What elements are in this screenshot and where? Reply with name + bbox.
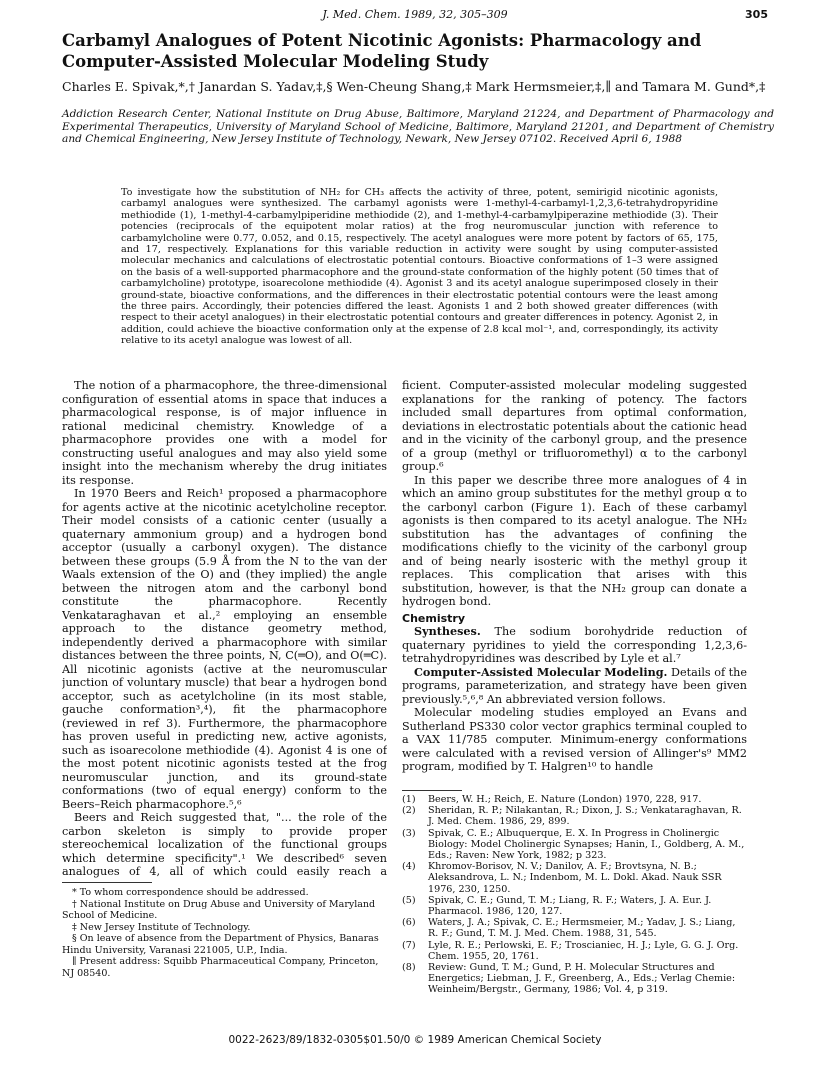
body-paragraph: In 1970 Beers and Reich¹ proposed a pharmacophore for agents active at the nicotinic acetylcholine receptor. Their model consists of a cationic center (usually a quaternary ammonium group) and a hydrogen bond acceptor (usually a carbonyl oxygen). The distance between these groups (5.9 Å from the N to the van der Waals extension of the O) and (they implied) the angle between the nitrogen atom and the carbonyl bond constitute the pharmacophore. Recently Venkataraghavan et al.,² employing an ensemble approach to the distance geometry method, independently derived a pharmacophore with similar distances between the three points, N, C(═O), and O(═C). All nicotinic agonists (active at the neuromuscular junction of voluntary muscle) that bear a hydrogen bond acceptor, such as acetylcholine (in its most stable, gauche conformation³,⁴), fit the pharmacophore (reviewed in ref 3). Furthermore, the pharmacophore has proven useful in predicting new, active agonists, such as isoarecolone methiodide (4). Agonist 4 is one of the most potent nicotinic agonists tested at the frog neuromuscular junction, and its ground-state conformations (two of equal energy) conform to the Beers–Reich pharmacophore.⁵,⁶ [62, 487, 387, 811]
body-paragraph: Beers and Reich suggested that, "... the role of the carbon skeleton is simply to provide proper stereochemical localization of the functional groups which determine specificity".¹ We described⁶ seven analogues of 4, all of which could easily reach a [62, 811, 387, 878]
footnote: § On leave of absence from the Department of Physics, Banaras Hindu University, Varanasi 221005, U.P., India. [62, 933, 379, 956]
reference-number: (2) [402, 805, 416, 817]
reference-text: Waters, J. A.; Spivak, C. E.; Hermsmeier, M.; Yadav, J. S.; Liang, R. F.; Gund, T. M. J. Med. Chem. 1988, 31, 545. [428, 917, 736, 940]
references-rule [402, 790, 462, 791]
author-list: Charles E. Spivak,*,† Janardan S. Yadav,‡,§ Wen-Cheung Shang,‡ Mark Hermsmeier,‡,∥ and Tamara M. Gund*,‡ [62, 79, 766, 94]
reference-text: Beers, W. H.; Reich, E. Nature (London) 1970, 228, 917. [428, 794, 702, 805]
reference-number: (6) [402, 917, 416, 929]
reference-text: Spivak, C. E.; Gund, T. M.; Liang, R. F.; Waters, J. A. Eur. J. Pharmacol. 1986, 120, 127. [428, 894, 712, 918]
footnote: † National Institute on Drug Abuse and University of Maryland School of Medicine. [62, 898, 376, 921]
reference-item [402, 861, 747, 895]
reference-text: Sheridan, R. P.; Nilakantan, R.; Dixon, J. S.; Venkataraghavan, R. J. Med. Chem. 1986, 29, 899. [428, 805, 742, 828]
footnote-rule [62, 882, 152, 883]
subsection-text: Details of the programs, parameterization, and strategy have been given previously.⁵,⁶,⁸ An abbreviated version follows. [402, 665, 747, 706]
reference-item [402, 794, 747, 805]
footnote: ∥ Present address: Squibb Pharmaceutical Company, Princeton, NJ 08540. [62, 956, 379, 979]
footnote: * To whom correspondence should be addressed. [72, 887, 309, 898]
section-heading-chemistry: Chemistry [402, 611, 465, 625]
abstract: To investigate how the substitution of NH₂ for CH₃ affects the activity of three, potent, semirigid nicotinic agonists, carbamyl analogues were synthesized. The carbamyl agonists were 1-methyl-4-carbamyl-1,2,3,6-tetrahydropyridine methiodide (1), 1-methyl-4-carbamylpiperidine methiodide (2), and 1-methyl-4-carbamylpiperazine methiodide (3). Their potencies (reciprocals of the equipotent molar ratios) at the frog neuromuscular junction with reference to carbamylcholine were 0.77, 0.052, and 0.15, respectively. The acetyl analogues were more potent by factors of 65, 175, and 17, respectively. Explanations for this variable reduction in activity were sought by using computer-assisted molecular mechanics and calculations of electrostatic potential contours. Bioactive conformations of 1–3 were assigned on the basis of a well-supported pharmacophore and the ground-state conformation of the highly potent (50 times that of carbamylcholine) prototype, isoarecolone methiodide (4). Agonist 3 and its acetyl analogue superimposed closely in their ground-state, bioactive conformations, and the differences in their electrostatic potential contours were the least among the three pairs. Accordingly, their potencies differed the least. Agonists 1 and 2 both showed greater differences (with respect to their acetyl analogues) in their electrostatic potential contours and greater differences in potency. Agonist 2, in addition, could achieve the bioactive conformation only at the expense of 2.8 kcal mol⁻¹, and, correspondingly, its activity relative to its acetyl analogue was lowest of all. [121, 187, 718, 347]
reference-number: (7) [402, 939, 416, 951]
reference-number: (5) [402, 894, 416, 906]
body-paragraph: The notion of a pharmacophore, the three-dimensional configuration of essential atoms in space that induces a pharmacological response, is of major influence in rational medicinal chemistry. Knowledge of a pharmacophore provides one with a model for constructing useful analogues and may also yield some insight into the mechanism whereby the drug initiates its response. [62, 379, 387, 487]
copyright-footer: 0022-2623/89/1832-0305$01.50/0 © 1989 American Chemical Society [228, 1034, 602, 1046]
right-column [402, 379, 747, 779]
reference-number: (4) [402, 861, 416, 873]
references [402, 794, 747, 996]
subsection-label: Syntheses. [414, 624, 481, 638]
reference-number: (3) [402, 827, 416, 839]
body-paragraph [402, 666, 747, 707]
reference-item [402, 940, 747, 962]
reference-item [402, 895, 747, 917]
page-number: 305 [745, 8, 768, 21]
affiliation: Addiction Research Center, National Institute on Drug Abuse, Baltimore, Maryland 21224, and Department of Pharmacology and Experimental Therapeutics, University of Maryland School of Medicine, Baltimore, Maryland 21201, and Department of Chemistry and Chemical Engineering, New Jersey Institute of Technology, Newark, New Jersey 07102. Received April 6, 1988 [62, 108, 774, 146]
reference-text: Lyle, R. E.; Perlowski, E. F.; Troscianiec, H. J.; Lyle, G. G. J. Org. Chem. 1955, 20, 1761. [428, 939, 739, 962]
reference-number: (8) [402, 962, 416, 974]
reference-item [402, 962, 747, 996]
reference-item [402, 828, 747, 862]
body-paragraph: ficient. Computer-assisted molecular modeling suggested explanations for the ranking of potency. The factors included small departures from optimal conformation, deviations in electrostatic potentials about the cationic head and in the vicinity of the carbonyl group, and the presence of a group (methyl or trifluoromethyl) α to the carbonyl group.⁶ [402, 379, 747, 473]
reference-item [402, 917, 747, 939]
reference-item [402, 805, 747, 827]
journal-citation: J. Med. Chem. 1989, 32, 305–309 [322, 8, 508, 21]
reference-number: (1) [402, 794, 416, 805]
body-paragraph [402, 625, 747, 666]
body-paragraph: In this paper we describe three more analogues of 4 in which an amino group substitutes for the methyl group α to the carbonyl carbon (Figure 1). Each of these carbamyl agonists is then compared to its acetyl analogue. The NH₂ substitution has the advantages of confining the modifications chiefly to the vicinity of the carbonyl group and of being nearly isosteric with the methyl group it replaces. This complication that arises with this substitution, however, is that the NH₂ group can donate a hydrogen bond. [402, 473, 747, 608]
body-paragraph: Molecular modeling studies employed an Evans and Sutherland PS330 color vector graphics terminal coupled to a VAX 11/785 computer. Minimum-energy conformations were calculated with a revised version of Allinger's⁹ MM2 program, modified by T. Halgren¹⁰ to handle [402, 706, 747, 773]
footnotes [62, 887, 387, 979]
left-column [62, 379, 387, 879]
reference-text: Spivak, C. E.; Albuquerque, E. X. In Progress in Cholinergic Biology: Model Cholinergic Synapses; Hanin, I., Goldberg, A. M., Eds.; Raven: New York, 1982; p 323. [428, 827, 745, 862]
reference-text: Review: Gund, T. M.; Gund, P. H. Molecular Structures and Energetics; Liebman, J. F., Greenberg, A., Eds.; Verlag Chemie: Weinheim/Bergstr., Germany, 1986; Vol. 4, p 319. [428, 962, 736, 996]
reference-text: Khromov-Borisov, N. V.; Danilov, A. F.; Brovtsyna, N. B.; Aleksandrova, L. N.; Indenbom, M. L. Dokl. Akad. Nauk SSR 1976, 230, 1250. [428, 861, 722, 895]
footnote: ‡ New Jersey Institute of Technology. [72, 921, 251, 933]
running-header [62, 8, 768, 24]
subsection-text: The sodium borohydride reduction of quaternary pyridines to yield the corresponding 1,2,3,6-tetrahydropyridines was described by Lyle et al.⁷ [402, 625, 747, 665]
subsection-label: Computer-Assisted Molecular Modeling. [414, 664, 668, 679]
article-title: Carbamyl Analogues of Potent Nicotinic Agonists: Pharmacology and Computer-Assisted Molecular Modeling Study [62, 31, 702, 71]
